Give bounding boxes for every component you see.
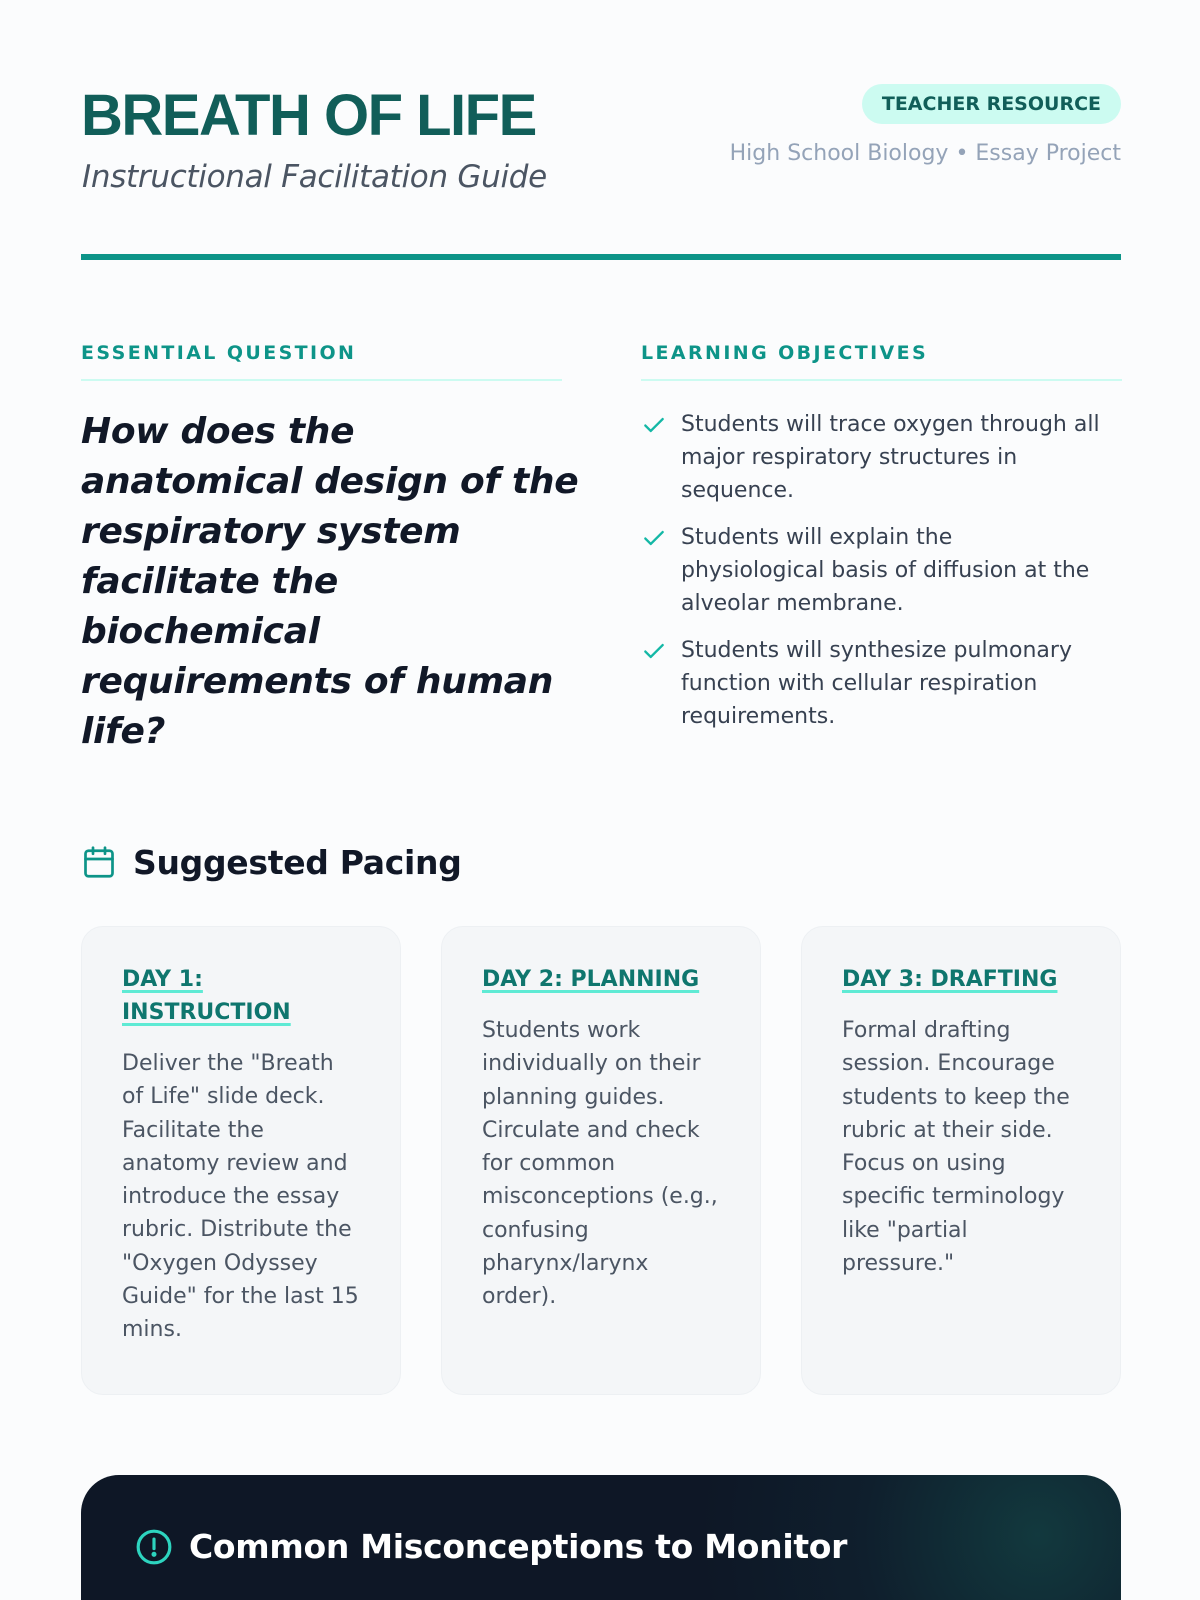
- learning-objectives-heading: LEARNING OBJECTIVES: [641, 339, 1122, 381]
- day-heading: DAY 3: DRAFTING: [842, 967, 1058, 992]
- misconceptions-title: [135, 1527, 847, 1566]
- essential-question-text: How does the anatomical design of the respiratory system facilitate the biochemical requirements of human life?: [81, 411, 579, 752]
- pacing-card-day-1: [81, 926, 401, 1395]
- day-heading: DAY 1: INSTRUCTION: [122, 967, 291, 1025]
- objective-text: Students will explain the physiological basis of diffusion at the alveolar membrane.: [681, 525, 1090, 616]
- day-description: Students work individually on their planning guides. Circulate and check for common misconceptions (e.g., confusing pharynx/larynx order).: [482, 1018, 718, 1310]
- misconceptions-title-text: Common Misconceptions to Monitor: [189, 1527, 848, 1566]
- objective-text: Students will trace oxygen through all major respiratory structures in sequence.: [681, 412, 1100, 503]
- pacing-title-text: Suggested Pacing: [133, 842, 462, 882]
- check-icon: [641, 638, 667, 664]
- misconceptions-panel: [81, 1475, 1121, 1600]
- objective-text: Students will synthesize pulmonary function with cellular respiration requirements.: [681, 638, 1072, 729]
- pacing-card-day-3: [801, 926, 1121, 1395]
- day-heading: DAY 2: PLANNING: [482, 967, 700, 992]
- check-icon: [641, 525, 667, 551]
- learning-objectives-list: [641, 408, 1101, 747]
- essential-question-heading: ESSENTIAL QUESTION: [81, 339, 562, 381]
- teacher-resource-badge: TEACHER RESOURCE: [862, 84, 1121, 124]
- document-header: [81, 84, 1121, 204]
- header-divider: [81, 254, 1121, 260]
- course-meta: High School Biology • Essay Project: [729, 141, 1121, 166]
- check-icon: [641, 412, 667, 438]
- pacing-card-day-2: [441, 926, 761, 1395]
- day-description: Deliver the "Breath of Life" slide deck. Facilitate the anatomy review and introduce the essay rubric. Distribute the "Oxygen Odyssey Guide" for the last 15 mins.: [122, 1051, 359, 1343]
- objective-item: [641, 634, 1101, 733]
- alert-circle-icon: [135, 1528, 173, 1566]
- calendar-icon: [81, 843, 117, 881]
- document-title: BREATH OF LIFE: [81, 83, 536, 148]
- objective-item: [641, 521, 1101, 620]
- document-subtitle: Instructional Facilitation Guide: [82, 159, 547, 195]
- objective-item: [641, 408, 1101, 507]
- day-description: Formal drafting session. Encourage students to keep the rubric at their side. Focus on using specific terminology like "partial pressure.": [842, 1018, 1070, 1277]
- pacing-section-title: [81, 842, 462, 882]
